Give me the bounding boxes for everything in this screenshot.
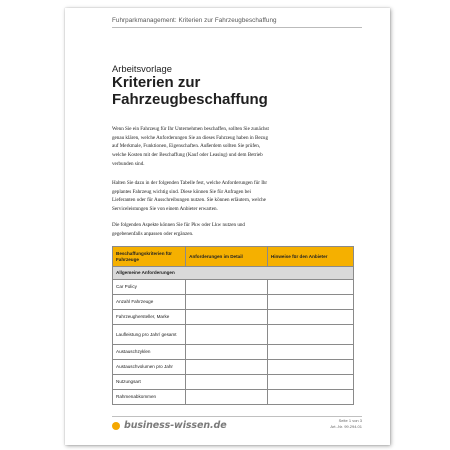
requirement-cell[interactable] xyxy=(186,360,268,375)
title-line-2: Fahrzeugbeschaffung xyxy=(112,91,268,108)
table-row xyxy=(113,325,354,345)
page-number: Seite 1 von 3 xyxy=(338,418,362,423)
requirement-cell[interactable] xyxy=(186,280,268,295)
requirement-cell[interactable] xyxy=(186,345,268,360)
paragraph-line: gegebenenfalls anpassen oder ergänzen. xyxy=(112,230,194,237)
paragraph-line: verbunden sind. xyxy=(112,160,145,167)
criterion-cell: Fahrzeughersteller, Marke xyxy=(113,310,186,325)
table-header-row xyxy=(113,247,354,267)
requirement-cell[interactable] xyxy=(186,390,268,405)
supplier-note-cell[interactable] xyxy=(267,295,353,310)
criterion-cell: Rahmenabkommen xyxy=(113,390,186,405)
paragraph-line: geplantes Fahrzeug wichtig sind. Diese können Sie für Anfragen bei xyxy=(112,188,251,195)
requirement-cell[interactable] xyxy=(186,310,268,325)
paragraph-line: Wenn Sie ein Fahrzeug für Ihr Unternehmen beschaffen, sollten Sie zunächst xyxy=(112,126,269,132)
supplier-note-cell[interactable] xyxy=(267,390,353,405)
header-requirements: Anforderungen im Detail xyxy=(186,247,268,267)
criterion-cell: Austauschvolumen pro Jahr xyxy=(113,360,186,375)
table-row xyxy=(113,390,354,405)
brand-name: business-wissen.de xyxy=(124,420,227,431)
document-label: Arbeitsvorlage xyxy=(112,63,172,74)
paragraph-instructions xyxy=(112,179,312,214)
paragraph-line: Die folgenden Aspekte können Sie für Pkw oder Lkw nutzen und xyxy=(112,222,245,228)
paragraph-line: auf Merkmale, Funktionen, Eigenschaften. Außerdem sollten Sie prüfen, xyxy=(112,143,261,150)
header-supplier-notes: Hinweise für den Anbieter xyxy=(267,247,353,267)
supplier-note-cell[interactable] xyxy=(267,325,353,345)
table-row xyxy=(113,280,354,295)
criterion-cell: Anzahl Fahrzeuge xyxy=(113,295,186,310)
footer-meta xyxy=(330,418,362,430)
document-page xyxy=(65,8,390,445)
criterion-cell: Laufleistung pro Jahr/ gesamt xyxy=(113,325,186,345)
supplier-note-cell[interactable] xyxy=(267,310,353,325)
supplier-note-cell[interactable] xyxy=(267,360,353,375)
brand-logo xyxy=(112,420,227,431)
table-row xyxy=(113,360,354,375)
table-row xyxy=(113,375,354,390)
paragraph-line: Lieferanten oder für Ausschreibungen nutzen. Sie können erläutern, welche xyxy=(112,197,266,204)
paragraph-line: genau klären, welche Anforderungen Sie an dieses Fahrzeug haben in Bezug xyxy=(112,134,269,141)
paragraph-line: welche Kosten mit der Beschaffung (Kauf oder Leasing) und dem Betrieb xyxy=(112,152,263,159)
header-criteria: Beschaffungskriterien für Fahrzeuge xyxy=(113,247,186,267)
criterion-cell: Nutzungsart xyxy=(113,375,186,390)
running-header: Fuhrparkmanagement: Kriterien zur Fahrzeugbeschaffung xyxy=(112,17,277,24)
paragraph-line: Serviceleistungen Sie von einem Anbieter erwarten. xyxy=(112,206,218,213)
article-number: Art.-Nr. 99.294.01 xyxy=(330,424,362,429)
paragraph-line: Halten Sie dazu in der folgenden Tabelle fest, welche Anforderungen für Ihr xyxy=(112,180,268,186)
requirement-cell[interactable] xyxy=(186,375,268,390)
criteria-table xyxy=(112,246,354,405)
title-line-1: Kriterien zur xyxy=(112,74,201,91)
criterion-cell: Austauschzyklen xyxy=(113,345,186,360)
paragraph-note xyxy=(112,221,312,238)
document-title xyxy=(112,74,372,108)
table-row xyxy=(113,295,354,310)
requirement-cell[interactable] xyxy=(186,295,268,310)
paragraph-intro xyxy=(112,125,312,169)
footer-divider xyxy=(112,416,362,417)
table-section-row xyxy=(113,267,354,280)
supplier-note-cell[interactable] xyxy=(267,375,353,390)
header-divider xyxy=(112,27,362,28)
requirement-cell[interactable] xyxy=(186,325,268,345)
criterion-cell: Car Policy xyxy=(113,280,186,295)
supplier-note-cell[interactable] xyxy=(267,345,353,360)
brand-dot-icon xyxy=(112,422,120,430)
table-row xyxy=(113,310,354,325)
table-row xyxy=(113,345,354,360)
section-general-requirements: Allgemeine Anforderungen xyxy=(113,267,354,280)
supplier-note-cell[interactable] xyxy=(267,280,353,295)
